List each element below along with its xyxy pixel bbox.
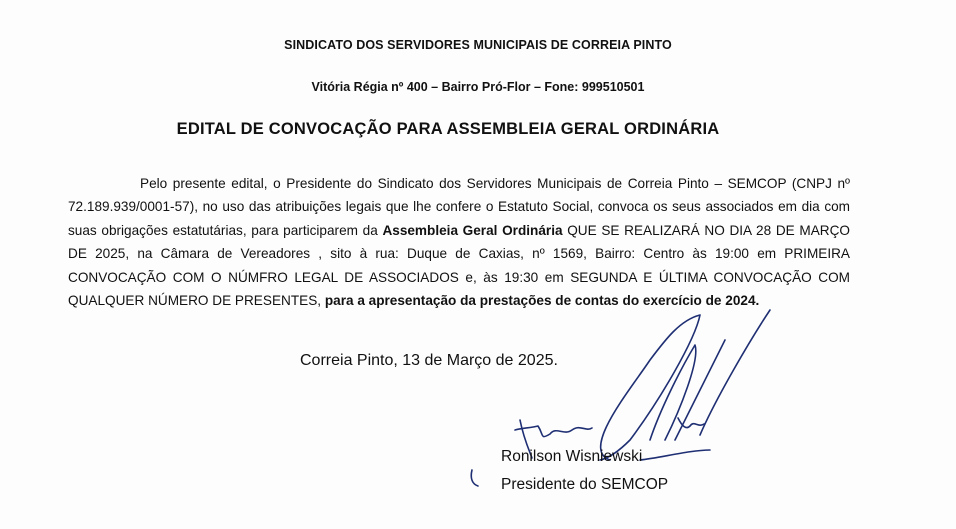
signer-role: Presidente do SEMCOP: [501, 476, 669, 493]
body-text-purpose: para a apresentação da prestações de contas do exercício de 2024.: [324, 293, 760, 309]
organization-name: SINDICATO DOS SERVIDORES MUNICIPAIS DE CORREIA PINTO: [284, 38, 672, 52]
signer-name: Ronilson Wisniewski: [501, 448, 643, 465]
body-text-part3: QUE SE REALIZARÁ NO DIA 28 DE MARÇO DE 2025, na Câmara de Vereadores , sito à rua: Duque de Caxias, nº 1569, Bairro: Centro às 19:00 em PRIMEIRA CONVOCAÇÃO COM O NÚMFRO LEGAL DE ASSOCIADOS e, às 19:30 em SEGUNDA E ÚLTIMA CONVOCAÇÃO COM QUALQUER NÚMERO DE PRESENTES,: [68, 222, 850, 309]
organization-address: Vitória Régia nº 400 – Bairro Pró-Flor – Fone: 999510501: [311, 80, 645, 94]
handwritten-signature: [460, 300, 780, 500]
body-text-assembly-name: Assembleia Geral Ordinária: [382, 222, 563, 238]
document-title: EDITAL DE CONVOCAÇÃO PARA ASSEMBLEIA GERAL ORDINÁRIA: [176, 120, 720, 138]
place-and-date: Correia Pinto, 13 de Março de 2025.: [300, 352, 558, 369]
convocation-body: [68, 172, 850, 312]
body-text-part1: Pelo presente edital, o Presidente do Sindicato dos Servidores Municipais de Correia Pinto – SEMCOP (CNPJ nº 72.189.939/0001-57), no uso das atribuições legais que lhe confere o Estatuto Social, convoca os seus associados em dia com suas obrigações estatutárias, para participarem da: [68, 176, 850, 238]
